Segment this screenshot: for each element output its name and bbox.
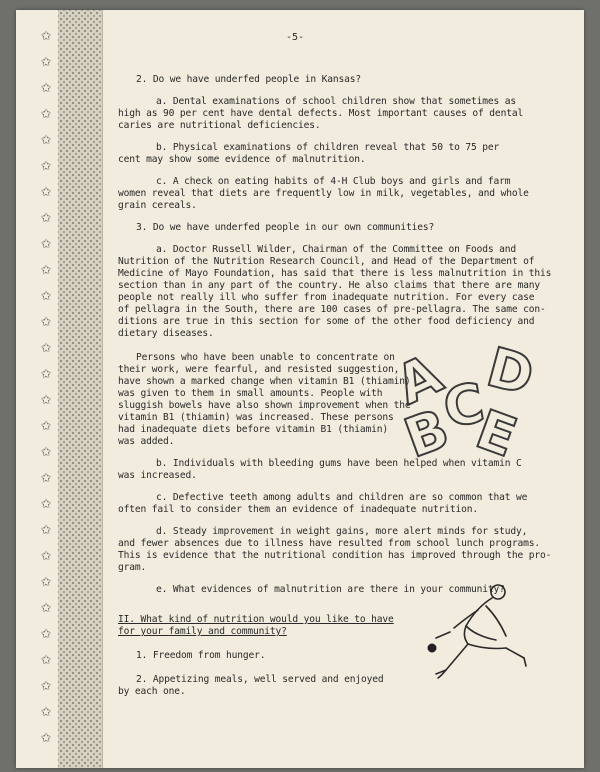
text-line: e. What evidences of malnutrition are there in your community? xyxy=(156,584,505,595)
star-icon: ✩ xyxy=(40,102,52,123)
text-line: Persons who have been unable to concentrate on xyxy=(136,352,395,363)
text-line: of pellagra in the South, there are 100 cases of pre-pellagra. The same con- xyxy=(118,304,546,315)
star-icon: ✩ xyxy=(40,24,52,45)
stamp-letter: B xyxy=(396,396,457,471)
text-line: caries are nutritional deficiencies. xyxy=(118,120,321,131)
text-line: dietary diseases. xyxy=(118,328,214,339)
star-icon: ✩ xyxy=(40,492,52,513)
text-line: by each one. xyxy=(118,686,186,697)
star-icon: ✩ xyxy=(40,414,52,435)
star-icon: ✩ xyxy=(40,518,52,539)
star-icon: ✩ xyxy=(40,648,52,669)
star-icon: ✩ xyxy=(40,336,52,357)
list-item: 2. Appetizing meals, well served and enjoyed xyxy=(136,674,384,685)
text-line: was added. xyxy=(118,436,175,447)
text-line: b. Individuals with bleeding gums have been helped when vitamin C xyxy=(156,458,522,469)
text-line: cent may show some evidence of malnutrition. xyxy=(118,154,366,165)
star-icon: ✩ xyxy=(40,154,52,175)
star-icon: ✩ xyxy=(40,622,52,643)
text-line: was increased. xyxy=(118,470,197,481)
star-icon: ✩ xyxy=(40,726,52,747)
text-line: was given to them in small amounts. People with xyxy=(118,388,383,399)
section-heading: for your family and community? xyxy=(118,626,287,637)
star-icon: ✩ xyxy=(40,440,52,461)
text-line: women reveal that diets are frequently low in milk, vegetables, and whole xyxy=(118,188,529,199)
list-item: 1. Freedom from hunger. xyxy=(136,650,266,661)
text-line: had inadequate diets before vitamin B1 (thiamin) xyxy=(118,424,389,435)
star-icon: ✩ xyxy=(40,388,52,409)
text-line: people not really ill who suffer from inadequate nutrition. For every case xyxy=(118,292,535,303)
star-icon: ✩ xyxy=(40,466,52,487)
question-2: 2. Do we have underfed people in Kansas? xyxy=(136,74,362,85)
star-icon: ✩ xyxy=(40,310,52,331)
star-icon: ✩ xyxy=(40,180,52,201)
star-icon: ✩ xyxy=(40,206,52,227)
bowler-illustration xyxy=(406,578,536,688)
text-line: c. A check on eating habits of 4-H Club boys and girls and farm xyxy=(156,176,511,187)
question-3: 3. Do we have underfed people in our own communities? xyxy=(136,222,435,233)
text-line: vitamin B1 (thiamin) was increased. These persons xyxy=(118,412,394,423)
text-line: d. Steady improvement in weight gains, more alert minds for study, xyxy=(156,526,528,537)
text-line: have shown a marked change when vitamin B1 (thiamin) xyxy=(118,376,411,387)
text-line: grain cereals. xyxy=(118,200,197,211)
star-icon: ✩ xyxy=(40,674,52,695)
stamp-letter: A xyxy=(386,342,452,417)
star-icon: ✩ xyxy=(40,284,52,305)
star-icon: ✩ xyxy=(40,544,52,565)
star-icon: ✩ xyxy=(40,128,52,149)
text-line: often fail to consider them an evidence of inadequate nutrition. xyxy=(118,504,479,515)
text-line: c. Defective teeth among adults and children are so common that we xyxy=(156,492,528,503)
text-line: high as 90 per cent have dental defects. Most important causes of dental xyxy=(118,108,524,119)
text-line: Nutrition of the Nutrition Research Council, and Head of the Department of xyxy=(118,256,535,267)
text-line: This is evidence that the nutritional condition has improved through the pro- xyxy=(118,550,552,561)
text-line: and fewer absences due to illness have resulted from school lunch programs. xyxy=(118,538,540,549)
star-icon: ✩ xyxy=(40,232,52,253)
stamp-letter: D xyxy=(480,335,541,408)
text-line: a. Dental examinations of school children show that sometimes as xyxy=(156,96,517,107)
dotted-border-strip xyxy=(58,10,103,768)
star-icon: ✩ xyxy=(40,50,52,71)
section-heading: II. What kind of nutrition would you like to have xyxy=(118,614,394,625)
text-line: gram. xyxy=(118,562,147,573)
star-icon: ✩ xyxy=(40,570,52,591)
star-icon: ✩ xyxy=(40,76,52,97)
text-line: ditions are true in this section for some of the other food deficiency and xyxy=(118,316,535,327)
star-icon: ✩ xyxy=(40,596,52,617)
star-icon: ✩ xyxy=(40,700,52,721)
text-line: sluggish bowels have also shown improvement when the xyxy=(118,400,411,411)
text-line: section than in any part of the country. He also claims that there are many xyxy=(118,280,540,291)
vitamin-letters-stamp xyxy=(386,335,556,471)
stamp-letter: E xyxy=(468,397,525,470)
page-number: -5- xyxy=(286,32,305,43)
star-icon: ✩ xyxy=(40,258,52,279)
text-line: a. Doctor Russell Wilder, Chairman of the Committee on Foods and xyxy=(156,244,517,255)
star-icon: ✩ xyxy=(40,362,52,383)
text-line: b. Physical examinations of children reveal that 50 to 75 per xyxy=(156,142,500,153)
stamp-letter: C xyxy=(438,371,489,440)
text-line: their work, were fearful, and resisted suggestion, xyxy=(118,364,400,375)
star-border xyxy=(34,24,58,748)
text-line: Medicine of Mayo Foundation, has said that there is less malnutrition in this xyxy=(118,268,552,279)
document-page xyxy=(16,10,584,768)
